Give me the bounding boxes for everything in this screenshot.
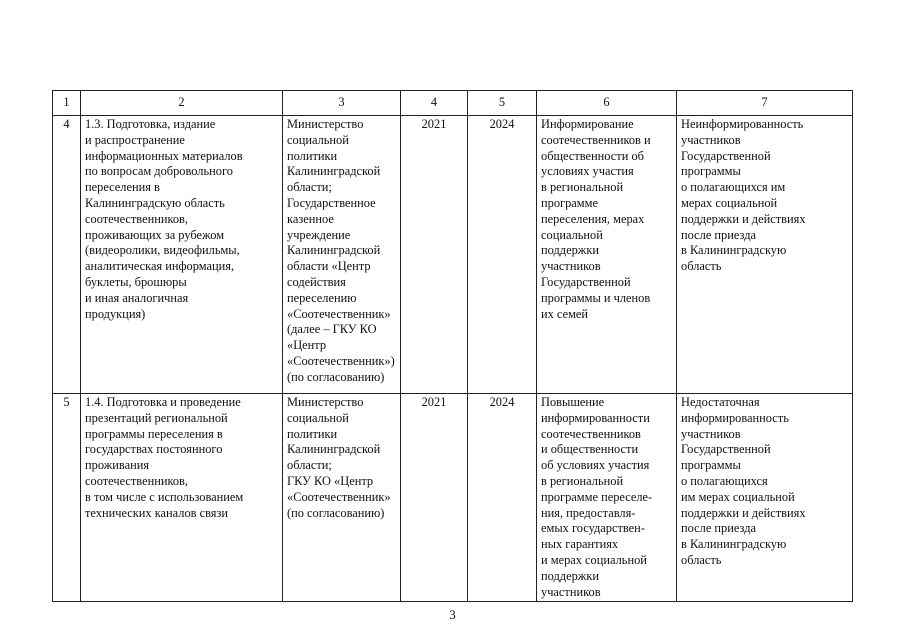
text-line: области «Центр (287, 259, 371, 274)
text-line: программы переселения в (85, 426, 223, 441)
measure-cell (81, 116, 283, 394)
text-line: информированность (681, 410, 789, 425)
text-line: информационных материалов (85, 148, 243, 163)
text-line: социальной (287, 132, 349, 147)
text-line: в Калининградскую (681, 243, 787, 258)
text-line: об условиях участия (541, 458, 650, 473)
consequence-cell (677, 116, 853, 394)
text-line: соотечественников, (85, 211, 188, 226)
text-line: программы (681, 164, 741, 179)
text-line: ных гарантиях (541, 537, 619, 552)
text-line: политики (287, 426, 338, 441)
text-line: программы и членов (541, 290, 651, 305)
text-line: проживающих за рубежом (85, 227, 225, 242)
text-line: соотечественников, (85, 473, 188, 488)
header-cell-1: 1 (53, 91, 81, 116)
text-line: (далее – ГКУ КО (287, 322, 377, 337)
text-line: учреждение (287, 227, 351, 242)
row-number: 5 (53, 394, 81, 602)
text-line: социальной (541, 227, 603, 242)
text-line: общественности об (541, 148, 644, 163)
text-line: программе (541, 195, 598, 210)
text-line: Министерство (287, 117, 364, 131)
text-line: о полагающихся (681, 473, 768, 488)
text-line: и мерах социальной (541, 552, 647, 567)
text-line: в региональной (541, 180, 624, 195)
text-line: области; (287, 458, 332, 473)
text-line: и иная аналогичная (85, 290, 189, 305)
text-line: участников (681, 132, 741, 147)
text-line: проживания (85, 458, 150, 473)
text-line: Министерство (287, 395, 364, 409)
text-line: участников (541, 584, 601, 599)
text-line: области; (287, 180, 332, 195)
text-line: «Центр (287, 338, 327, 353)
text-line: Калининградской (287, 243, 381, 258)
header-cell-5: 5 (468, 91, 537, 116)
text-line: Государственное (287, 195, 376, 210)
text-line: государствах постоянного (85, 442, 223, 457)
text-line: Государственной (681, 442, 771, 457)
text-line: участников (681, 426, 741, 441)
text-line: по вопросам добровольного (85, 164, 233, 179)
text-line: переселения, мерах (541, 211, 645, 226)
text-line: емых государствен- (541, 521, 645, 536)
text-line: (видеоролики, видеофильмы, (85, 243, 240, 258)
text-line: поддержки (541, 243, 599, 258)
header-cell-6: 6 (537, 91, 677, 116)
text-line: 1.4. Подготовка и проведение (85, 395, 241, 409)
consequence-cell (677, 394, 853, 602)
text-line: ния, предоставля- (541, 505, 636, 520)
text-line: программе переселе- (541, 489, 653, 504)
start-year: 2021 (401, 394, 468, 602)
text-line: после приезда (681, 521, 756, 536)
text-line: переселению (287, 290, 357, 305)
result-cell (537, 116, 677, 394)
text-line: «Соотечественник» (287, 306, 391, 321)
text-line: продукция) (85, 306, 146, 321)
table-row (53, 116, 853, 394)
header-row (53, 91, 853, 116)
text-line: (по согласованию) (287, 369, 385, 384)
text-line: программы (681, 458, 741, 473)
text-line: Калининградской (287, 442, 381, 457)
page-number: 3 (449, 607, 456, 622)
executor-cell (283, 116, 401, 394)
text-line: и распространение (85, 132, 185, 147)
end-year: 2024 (468, 116, 537, 394)
table-row (53, 394, 853, 602)
text-line: Информирование (541, 117, 634, 131)
text-line: участников (541, 259, 601, 274)
row-number: 4 (53, 116, 81, 394)
text-line: Повышение (541, 395, 605, 409)
text-line: (по согласованию) (287, 505, 385, 520)
text-line: в региональной (541, 473, 624, 488)
text-line: социальной (287, 410, 349, 425)
text-line: условиях участия (541, 164, 634, 179)
text-line: после приезда (681, 227, 756, 242)
text-line: им мерах социальной (681, 489, 795, 504)
text-line: область (681, 552, 722, 567)
end-year: 2024 (468, 394, 537, 602)
text-line: «Соотечественник» (287, 489, 391, 504)
text-line: о полагающихся им (681, 180, 786, 195)
text-line: ГКУ КО «Центр (287, 473, 374, 488)
text-line: Неинформированность (681, 117, 804, 131)
text-line: Государственной (541, 274, 631, 289)
header-cell-3: 3 (283, 91, 401, 116)
measures-table (52, 90, 853, 602)
text-line: информированности (541, 410, 650, 425)
text-line: их семей (541, 306, 589, 321)
text-line: и общественности (541, 442, 639, 457)
text-line: политики (287, 148, 338, 163)
measure-cell (81, 394, 283, 602)
text-line: Недостаточная (681, 395, 760, 409)
text-line: переселения в (85, 180, 160, 195)
text-line: буклеты, брошюры (85, 274, 187, 289)
text-line: мерах социальной (681, 195, 778, 210)
text-line: содействия (287, 274, 346, 289)
header-cell-2: 2 (81, 91, 283, 116)
result-cell (537, 394, 677, 602)
text-line: Калининградскую область (85, 195, 225, 210)
text-line: Калининградской (287, 164, 381, 179)
text-line: область (681, 259, 722, 274)
text-line: Государственной (681, 148, 771, 163)
text-line: презентаций региональной (85, 410, 228, 425)
text-line: соотечественников (541, 426, 641, 441)
text-line: «Соотечественник») (287, 353, 395, 368)
text-line: казенное (287, 211, 334, 226)
text-line: технических каналов связи (85, 505, 229, 520)
text-line: 1.3. Подготовка, издание (85, 117, 216, 131)
text-line: поддержки и действиях (681, 505, 806, 520)
text-line: аналитическая информация, (85, 259, 235, 274)
text-line: поддержки и действиях (681, 211, 806, 226)
executor-cell (283, 394, 401, 602)
start-year: 2021 (401, 116, 468, 394)
text-line: в том числе с использованием (85, 489, 244, 504)
text-line: в Калининградскую (681, 537, 787, 552)
header-cell-7: 7 (677, 91, 853, 116)
text-line: поддержки (541, 568, 599, 583)
text-line: соотечественников и (541, 132, 651, 147)
header-cell-4: 4 (401, 91, 468, 116)
